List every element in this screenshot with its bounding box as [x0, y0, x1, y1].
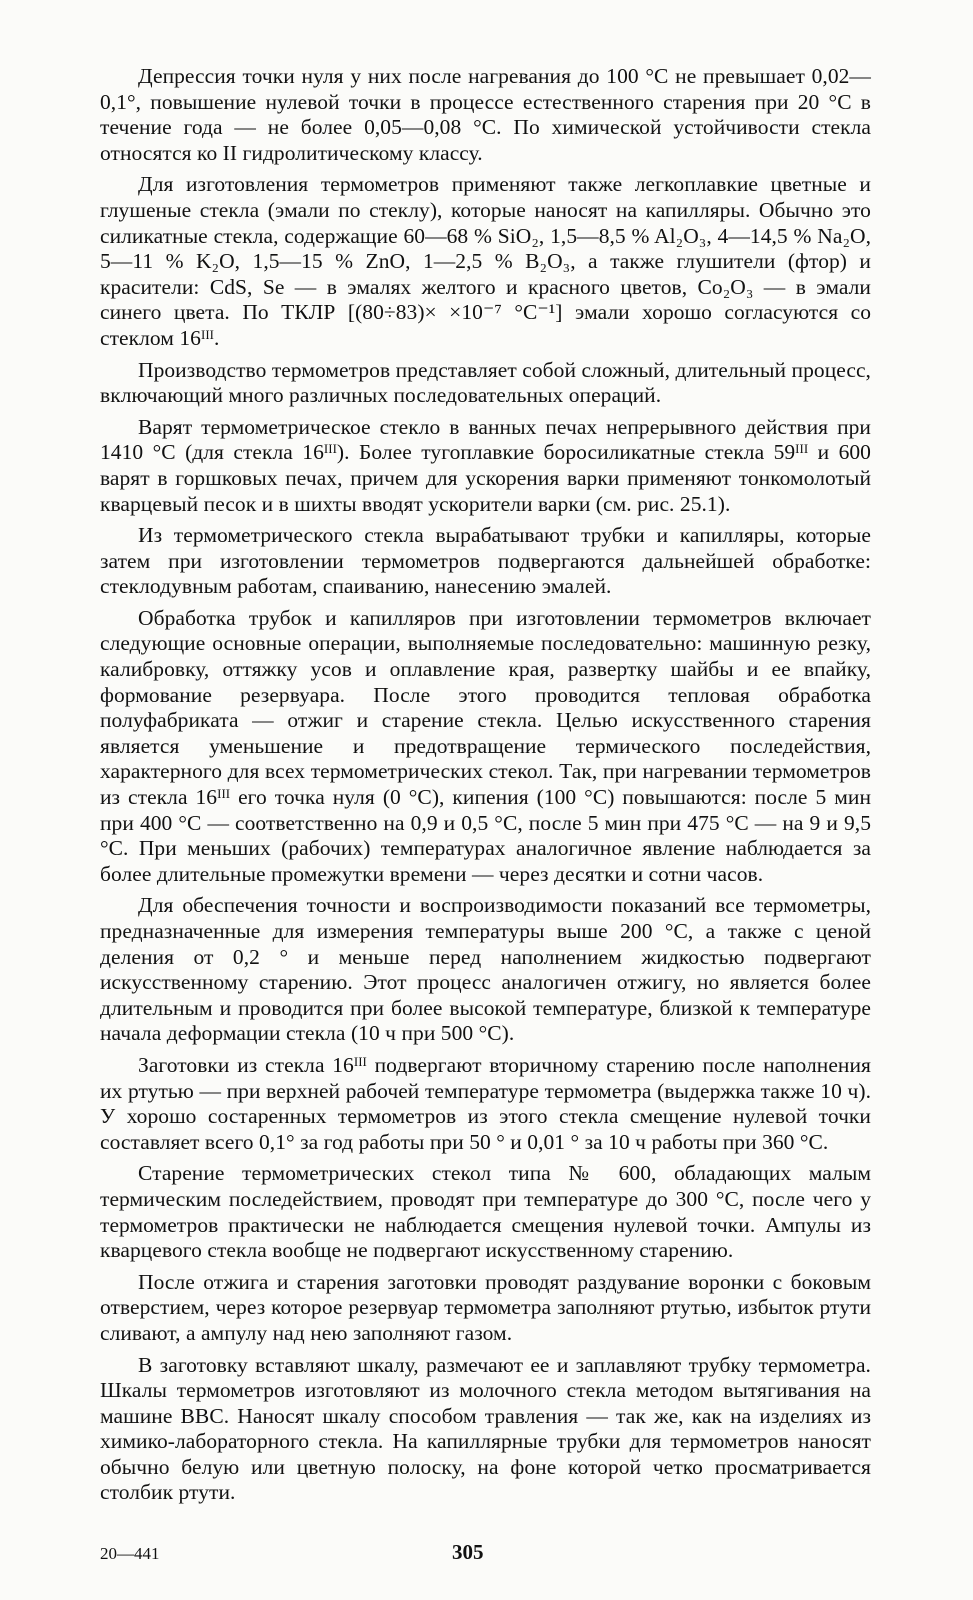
paragraph: Производство термометров представляет собой сложный, длительный процесс, включающий много различных последовательных операций. [100, 357, 871, 408]
page-number: 305 [452, 1540, 484, 1564]
paragraph: В заготовку вставляют шкалу, размечают ее и заплавляют трубку термометра. Шкалы термометров изготовляют из молочного стекла методом вытягивания на машине ВВС. Наносят шкалу способом травления — так же, как на изделиях из химико-лабораторного стекла. На капиллярные трубки для термометров наносят обычно белую или цветную полоску, на фоне которой четко просматривается столбик ртути. [100, 1352, 871, 1505]
paragraph: Для обеспечения точности и воспроизводимости показаний все термометры, предназначенные для измерения температуры выше 200 °С, а также с ценой деления от 0,2 ° и меньше перед наполнением жидкостью подвергают искусственному старению. Этот процесс аналогичен отжигу, но является более длительным и проводится при более высокой температуре, близкой к температуре начала деформации стекла (10 ч при 500 °С). [100, 893, 871, 1046]
page-footer [100, 1540, 871, 1570]
printer-signature: 20—441 [100, 1544, 160, 1563]
paragraph: Депрессия точки нуля у них после нагревания до 100 °С не превышает 0,02—0,1°, повышение нулевой точки в процессе естественного старения при 20 °С в течение года — не более 0,05—0,08 °С. По химической устойчивости стекла относятся ко II гидролитическому классу. [100, 64, 871, 165]
text-body [100, 64, 871, 1512]
paragraph: Обработка трубок и капилляров при изготовлении термометров включает следующие основные операции, выполняемые последовательно: машинную резку, калибровку, оттяжку усов и оплавление края, развертку шайбы и ее впайку, формование резервуара. После этого проводится тепловая обработка полуфабриката — отжиг и старение стекла. Целью искусственного старения является уменьшение и предотвращение термического последействия, характерного для всех термометрических стекол. Так, при нагревании термометров из стекла 16ᴵᴵᴵ его точка нуля (0 °С), кипения (100 °С) повышаются: после 5 мин при 400 °С — соответственно на 0,9 и 0,5 °С, после 5 мин при 475 °С — на 9 и 9,5 °С. При меньших (рабочих) температурах аналогичное явление наблюдается за более длительные промежутки времени — через десятки и сотни часов. [100, 605, 871, 886]
paragraph: Из термометрического стекла вырабатывают трубки и капилляры, которые затем при изготовлении термометров подвергаются дальнейшей обработке: стеклодувным работам, спаиванию, нанесению эмалей. [100, 523, 871, 599]
paragraph: Для изготовления термометров применяют также легкоплавкие цветные и глушеные стекла (эмали по стеклу), которые наносят на капилляры. Обычно это силикатные стекла, содержащие 60—68 % SiO₂, 1,5—8,5 % Al₂O₃, 4—14,5 % Na₂O, 5—11 % K₂O, 1,5—15 % ZnO, 1—2,5 % B₂O₃, а также глушители (фтор) и красители: CdS, Se — в эмалях желтого и красного цветов, Co₂O₃ — в эмали синего цвета. По ТКЛР [(80÷83)× ×10⁻⁷ °С⁻¹] эмали хорошо согласуются со стеклом 16ᴵᴵᴵ. [100, 172, 871, 350]
paragraph: После отжига и старения заготовки проводят раздувание воронки с боковым отверстием, через которое резервуар термометра заполняют ртутью, избыток ртути сливают, а ампулу над нею заполняют газом. [100, 1269, 871, 1345]
paragraph: Старение термометрических стекол типа № 600, обладающих малым термическим последействием, проводят при температуре до 300 °С, после чего у термометров практически не наблюдается смещения нулевой точки. Ампулы из кварцевого стекла вообще не подвергают искусственному старению. [100, 1161, 871, 1263]
paragraph: Заготовки из стекла 16ᴵᴵᴵ подвергают вторичному старению после наполнения их ртутью — при верхней рабочей температуре термометра (выдержка также 10 ч). У хорошо состаренных термометров из этого стекла смещение нулевой точки составляет всего 0,1° за год работы при 50 ° и 0,01 ° за 10 ч работы при 360 °С. [100, 1052, 871, 1154]
paragraph: Варят термометрическое стекло в ванных печах непрерывного действия при 1410 °С (для стекла 16ᴵᴵᴵ). Более тугоплавкие боросиликатные стекла 59ᴵᴵᴵ и 600 варят в горшковых печах, причем для ускорения варки применяют тонкомолотый кварцевый песок и в шихты вводят ускорители варки (см. рис. 25.1). [100, 414, 871, 516]
